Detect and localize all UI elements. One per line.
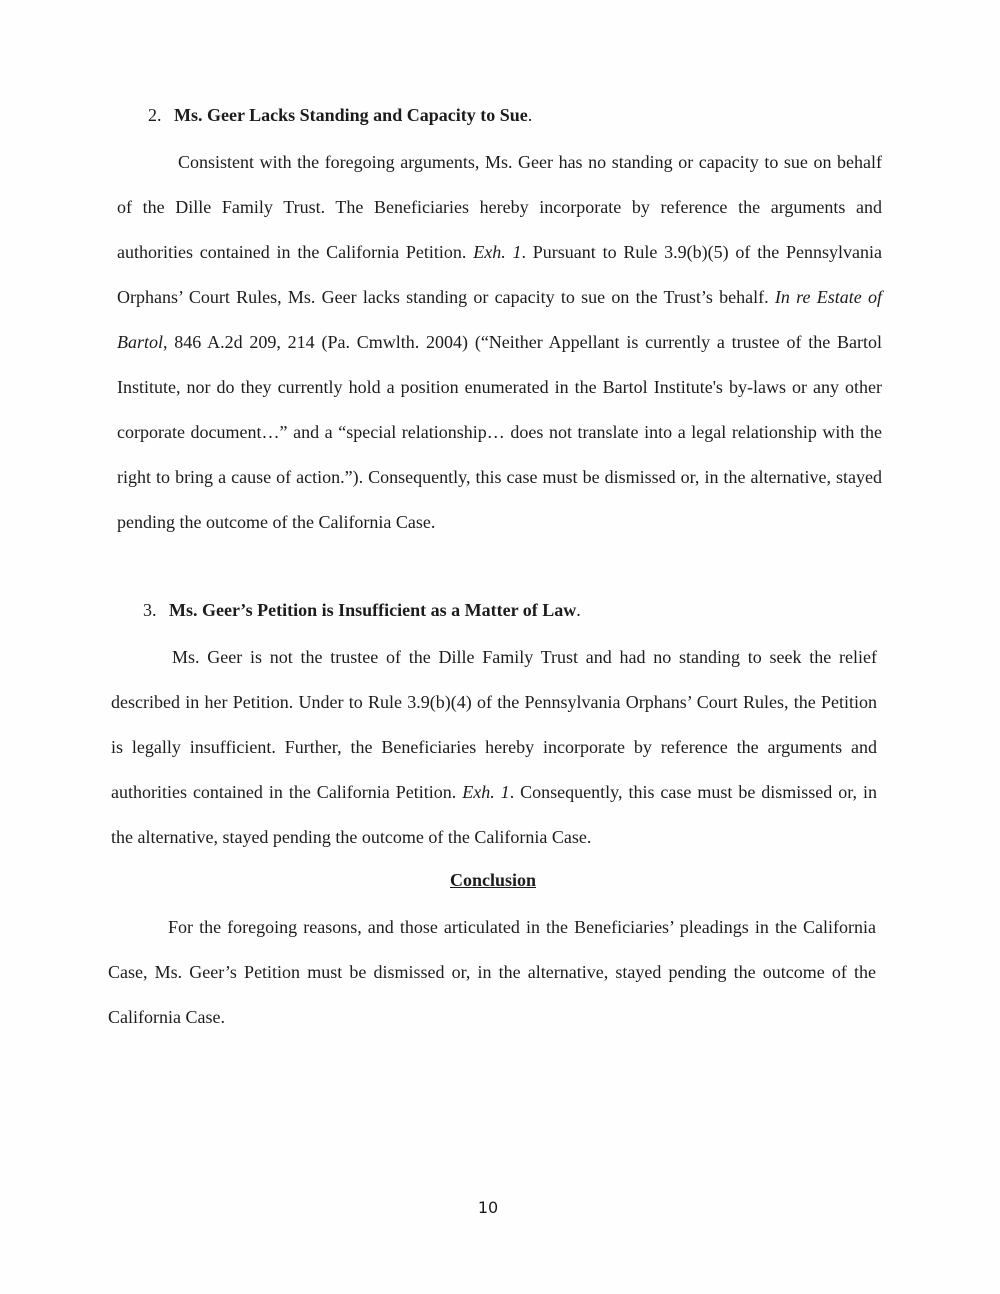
section-3-title-end: . xyxy=(576,600,581,620)
section-2-number: 2. xyxy=(148,105,162,125)
section-3-number: 3. xyxy=(143,600,157,620)
section-2-case-citation: In re Estate of Bartol xyxy=(117,287,882,352)
section-2-title: Ms. Geer Lacks Standing and Capacity to Sue xyxy=(174,105,528,125)
section-2-title-end: . xyxy=(527,105,533,125)
section-3-text-part-1: Ms. Geer is not the trustee of the Dille Family Trust and had no standing to seek the relief described in her Petition. Under to Rule 3.9(b)(4) of the Pennsylvania Orphans’ Court Rules, the Petition is legally insufficient. Further, the Beneficiaries hereby incorporate by reference the arguments and authorities contained in the California Petition. xyxy=(111,647,877,802)
section-2-text-part-3: , 846 A.2d 209, 214 (Pa. Cmwlth. 2004) (“Neither Appellant is currently a trustee of the Bartol Institute, nor do they currently hold a position enumerated in the Bartol Institute's by-laws or any other corporate document…” and a “special relationship… does not translate into a legal relationship with the right to bring a cause of action.”). Consequently, this case must be dismissed or, in the alternative, stayed pending the outcome of the California Case. xyxy=(117,332,882,532)
conclusion-text: For the foregoing reasons, and those articulated in the Beneficiaries’ pleadings in the California Case, Ms. Geer’s Petition must be dismissed or, in the alternative, stayed pending the outcome of the California Case. xyxy=(108,917,876,1027)
section-2-body xyxy=(117,140,882,545)
conclusion-heading: Conclusion xyxy=(449,870,537,890)
section-3-title: Ms. Geer’s Petition is Insufficient as a Matter of Law xyxy=(169,600,577,620)
page-number: 10 xyxy=(477,1198,499,1217)
section-2-heading xyxy=(148,105,532,126)
conclusion-body xyxy=(108,905,876,1040)
section-3-text-part-2: . Consequently, this case must be dismissed or, in the alternative, stayed pending the outcome of the California Case. xyxy=(111,782,877,847)
section-2-exhibit-citation: Exh. 1 xyxy=(473,242,522,262)
section-3-body xyxy=(111,635,877,860)
section-3-exhibit-citation: Exh. 1 xyxy=(462,782,510,802)
section-3-heading xyxy=(143,600,581,621)
section-2-text-part-1: Consistent with the foregoing arguments, Ms. Geer has no standing or capacity to sue on behalf of the Dille Family Trust. The Beneficiaries hereby incorporate by reference the arguments and authorities contained in the California Petition. xyxy=(117,152,882,262)
section-2-text-part-2: . Pursuant to Rule 3.9(b)(5) of the Pennsylvania Orphans’ Court Rules, Ms. Geer lacks standing or capacity to sue on the Trust’s behalf. xyxy=(117,242,882,307)
